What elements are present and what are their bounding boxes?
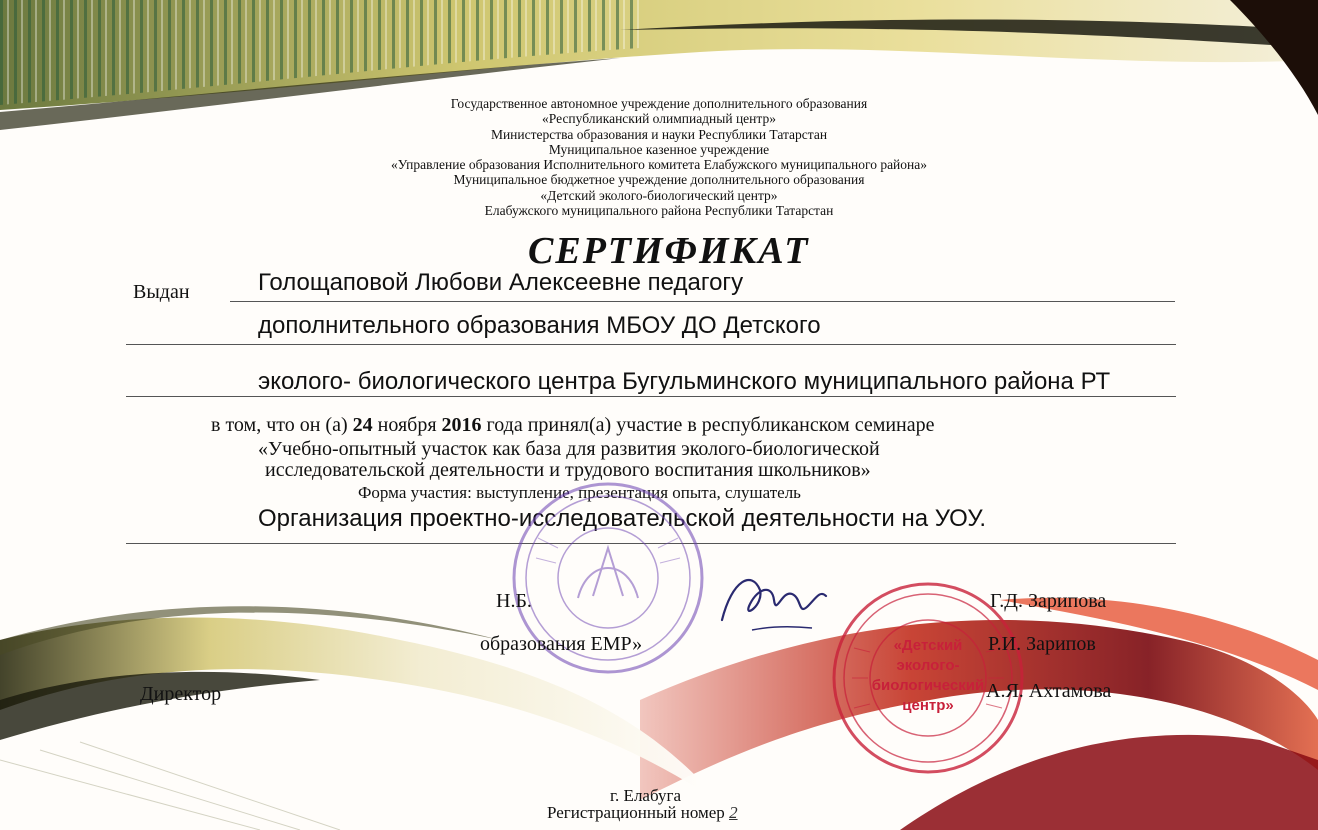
statement-prefix: в том, что он (а) — [211, 414, 353, 436]
statement-year: 2016 — [441, 414, 482, 436]
seminar-line-1: «Учебно-опытный участок как база для развития эколого-биологической — [258, 438, 880, 460]
stamp-text-1: «Детский — [893, 637, 963, 654]
signature-left-3: Директор — [140, 683, 222, 705]
handwritten-signature — [712, 560, 832, 650]
seminar-line-2: исследовательской деятельности и трудового воспитания школьников» — [265, 459, 871, 481]
header-block — [0, 96, 1318, 218]
header-line: Министерства образования и науки Республики Татарстан — [490, 126, 828, 142]
header-line: Муниципальное бюджетное учреждение дополнительного образования — [453, 172, 865, 188]
stamp-text-3: биологический — [871, 677, 985, 694]
signature-left-1: Н.Б. — [496, 590, 532, 612]
signature-right-3: А.Я. Ахтамова — [986, 680, 1112, 702]
presentation-topic: Организация проектно-исследовательской деятельности на УОУ. — [258, 505, 987, 532]
statement — [211, 414, 935, 437]
header-line: «Управление образования Исполнительного комитета Елабужского муниципального района» — [390, 157, 927, 173]
header-line: «Детский эколого-биологический центр» — [540, 187, 778, 203]
stamp-text-2: эколого- — [896, 657, 960, 674]
recipient-line-2: дополнительного образования МБОУ ДО Детского — [258, 312, 821, 339]
header-line: Муниципальное казенное учреждение — [548, 141, 770, 157]
underline — [126, 396, 1176, 397]
footer-reg — [547, 803, 738, 823]
underline — [126, 344, 1176, 345]
signature-right-2: Р.И. Зарипов — [988, 633, 1096, 655]
header-line: «Республиканский олимпиадный центр» — [542, 111, 776, 127]
header-line: Елабужского муниципального района Республики Татарстан — [484, 203, 834, 219]
recipient-line-3: эколого- биологического центра Бугульминского муниципального района РТ — [258, 368, 1111, 395]
statement-month: ноября — [372, 414, 442, 436]
footer-city: г. Елабуга — [610, 786, 681, 805]
participation-form: Форма участия: выступление, презентация опыта, слушатель — [358, 483, 801, 502]
statement-day: 24 — [352, 414, 373, 436]
reg-number: 2 — [729, 803, 738, 822]
recipient-line-1: Голощаповой Любови Алексеевне педагогу — [258, 269, 744, 296]
reg-label: Регистрационный номер — [547, 803, 725, 822]
issued-label: Выдан — [133, 281, 190, 303]
header-line: Государственное автономное учреждение дополнительного образования — [450, 96, 868, 111]
underline — [230, 301, 1175, 302]
statement-suffix: года принял(а) участие в республиканском семинаре — [481, 414, 935, 436]
signature-right-1: Г.Д. Зарипова — [990, 590, 1107, 612]
signature-left-2: образования ЕМР» — [480, 633, 643, 655]
stamp-text-4: центр» — [902, 697, 954, 714]
certificate-title: СЕРТИФИКАТ — [528, 230, 810, 272]
